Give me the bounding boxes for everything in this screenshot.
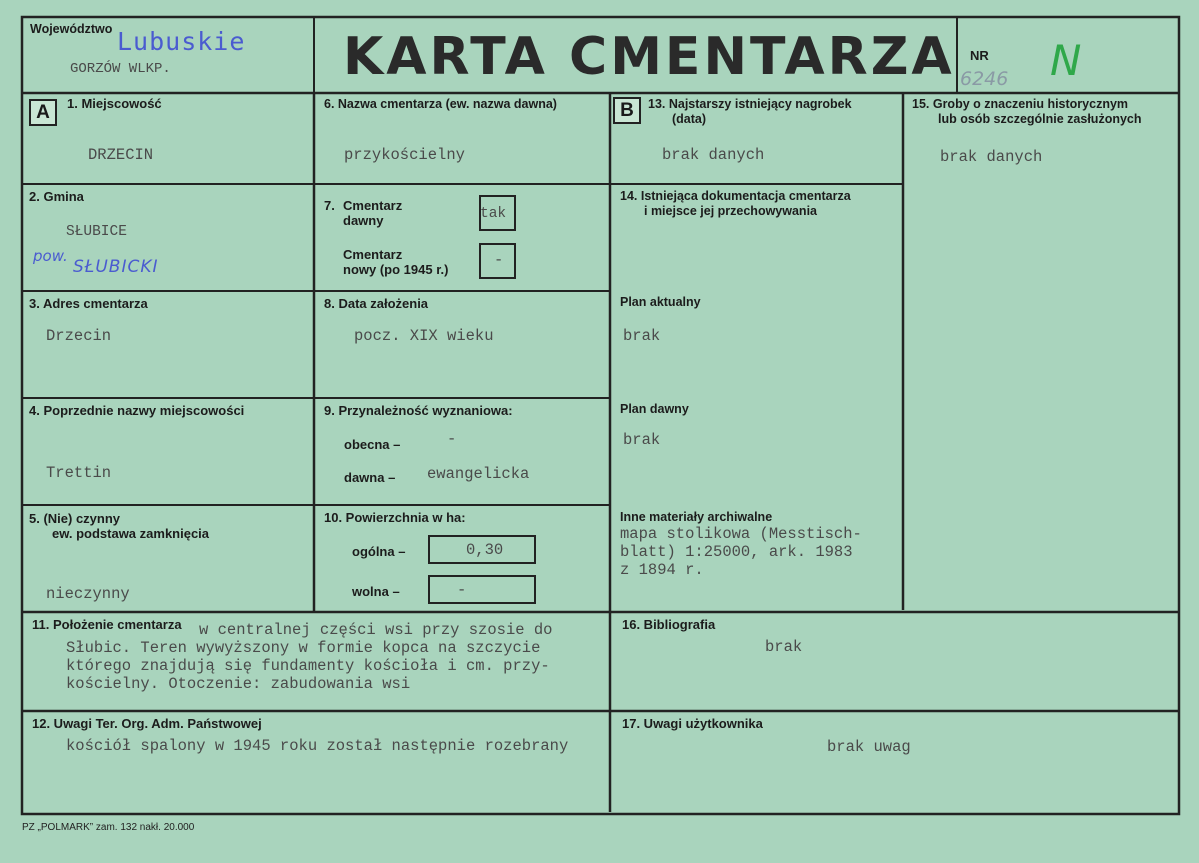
nr-value: 6246: [960, 68, 1009, 90]
dokumentacja-label: 14. Istniejąca dokumentacja cmentarza: [620, 189, 851, 203]
plan-aktualny-label: Plan aktualny: [620, 295, 701, 309]
polozenie-line-2: Słubic. Teren wywyższony w formie kopca na szczycie: [66, 639, 541, 657]
section-b-letter: B: [613, 97, 641, 124]
plan-dawny-value: brak: [623, 431, 661, 449]
inne-materialy-label: Inne materiały archiwalne: [620, 510, 773, 524]
cmentarz-dawny-label-2: dawny: [343, 213, 384, 228]
polozenie-line-3: którego znajdują się fundamenty kościoła i cm. przy-: [66, 657, 550, 675]
uwagi-uzytkownika-value: brak uwag: [827, 738, 911, 756]
section-a-letter: A: [29, 99, 57, 126]
pow-prefix: pow.: [33, 247, 68, 265]
plan-aktualny-value: brak: [623, 327, 661, 345]
wojewodztwo-label: Województwo: [30, 22, 113, 36]
dokumentacja-label-2: i miejsce jej przechowywania: [644, 204, 817, 218]
wyznanie-obecna-value: -: [447, 430, 457, 448]
nr-mark: N: [1050, 36, 1082, 85]
adres-label: 3. Adres cmentarza: [29, 296, 148, 311]
cmentarz-nowy-value: -: [494, 251, 504, 269]
powierzchnia-label: 10. Powierzchnia w ha:: [324, 510, 466, 525]
pow-value: SŁUBICKI: [73, 257, 159, 277]
powierzchnia-ogolna-label: ogólna –: [352, 544, 406, 559]
wojewodztwo-stamp: Lubuskie: [117, 27, 246, 56]
gmina-value: SŁUBICE: [66, 224, 127, 240]
miejscowosc-value: DRZECIN: [88, 146, 154, 164]
miejscowosc-label: 1. Miejscowość: [67, 96, 162, 111]
groby-label: 15. Groby o znaczeniu historycznym: [912, 97, 1129, 111]
wyznanie-dawna-label: dawna –: [344, 470, 396, 485]
plan-dawny-label: Plan dawny: [620, 402, 689, 416]
printer-imprint: PZ „POLMARK” zam. 132 nakł. 20.000: [22, 822, 195, 833]
poprzednie-value: Trettin: [46, 464, 112, 482]
uwagi-ter-label: 12. Uwagi Ter. Org. Adm. Państwowej: [32, 716, 262, 731]
wojewodztwo-old-value: GORZÓW WLKP.: [70, 61, 171, 77]
nazwa-value: przykościelny: [344, 146, 465, 164]
adres-value: Drzecin: [46, 327, 112, 345]
inne-materialy-line-3: z 1894 r.: [620, 561, 704, 579]
wyznanie-dawna-value: ewangelicka: [427, 465, 530, 483]
card-title: KARTA CMENTARZA: [343, 27, 955, 87]
cmentarz-nowy-label-2: nowy (po 1945 r.): [343, 262, 449, 277]
bibliografia-label: 16. Bibliografia: [622, 617, 716, 632]
polozenie-line-4: kościelny. Otoczenie: zabudowania wsi: [66, 675, 411, 693]
nazwa-label: 6. Nazwa cmentarza (ew. nazwa dawna): [324, 97, 557, 111]
bibliografia-value: brak: [765, 638, 803, 656]
inne-materialy-line-2: blatt) 1:25000, ark. 1983: [620, 543, 853, 561]
nr-label: NR: [970, 48, 989, 63]
nagrobek-label-2: (data): [672, 112, 707, 126]
powierzchnia-ogolna-value: 0,30: [466, 541, 504, 559]
czynny-label: 5. (Nie) czynny: [29, 511, 121, 526]
inne-materialy-line-1: mapa stolikowa (Messtisch-: [620, 525, 862, 543]
data-zalozenia-value: pocz. XIX wieku: [354, 327, 494, 345]
nagrobek-value: brak danych: [662, 146, 765, 164]
groby-label-2: lub osób szczególnie zasłużonych: [938, 112, 1142, 126]
wyznanie-label: 9. Przynależność wyznaniowa:: [324, 403, 513, 418]
czynny-value: nieczynny: [46, 585, 130, 603]
groby-value: brak danych: [940, 148, 1043, 166]
gmina-label: 2. Gmina: [29, 189, 84, 204]
poprzednie-label: 4. Poprzednie nazwy miejscowości: [29, 403, 245, 418]
czynny-label-2: ew. podstawa zamknięcia: [52, 526, 210, 541]
wyznanie-obecna-label: obecna –: [344, 437, 401, 452]
polozenie-label: 11. Położenie cmentarza: [32, 617, 182, 632]
uwagi-uzytkownika-label: 17. Uwagi użytkownika: [622, 716, 763, 731]
nagrobek-label: 13. Najstarszy istniejący nagrobek: [648, 97, 852, 111]
data-zalozenia-label: 8. Data założenia: [324, 296, 429, 311]
cmentarz-dawny-label: Cmentarz: [343, 198, 403, 213]
powierzchnia-wolna-label: wolna –: [352, 584, 400, 599]
powierzchnia-wolna-box: [428, 575, 536, 604]
polozenie-line-1: w centralnej części wsi przy szosie do: [199, 621, 553, 639]
powierzchnia-wolna-value: -: [457, 581, 467, 599]
cmentarz-nowy-label: Cmentarz: [343, 247, 403, 262]
cmentarz-number: 7.: [324, 198, 335, 213]
uwagi-ter-value: kościół spalony w 1945 roku został następnie rozebrany: [66, 737, 569, 755]
cmentarz-dawny-value: tak: [480, 206, 507, 222]
